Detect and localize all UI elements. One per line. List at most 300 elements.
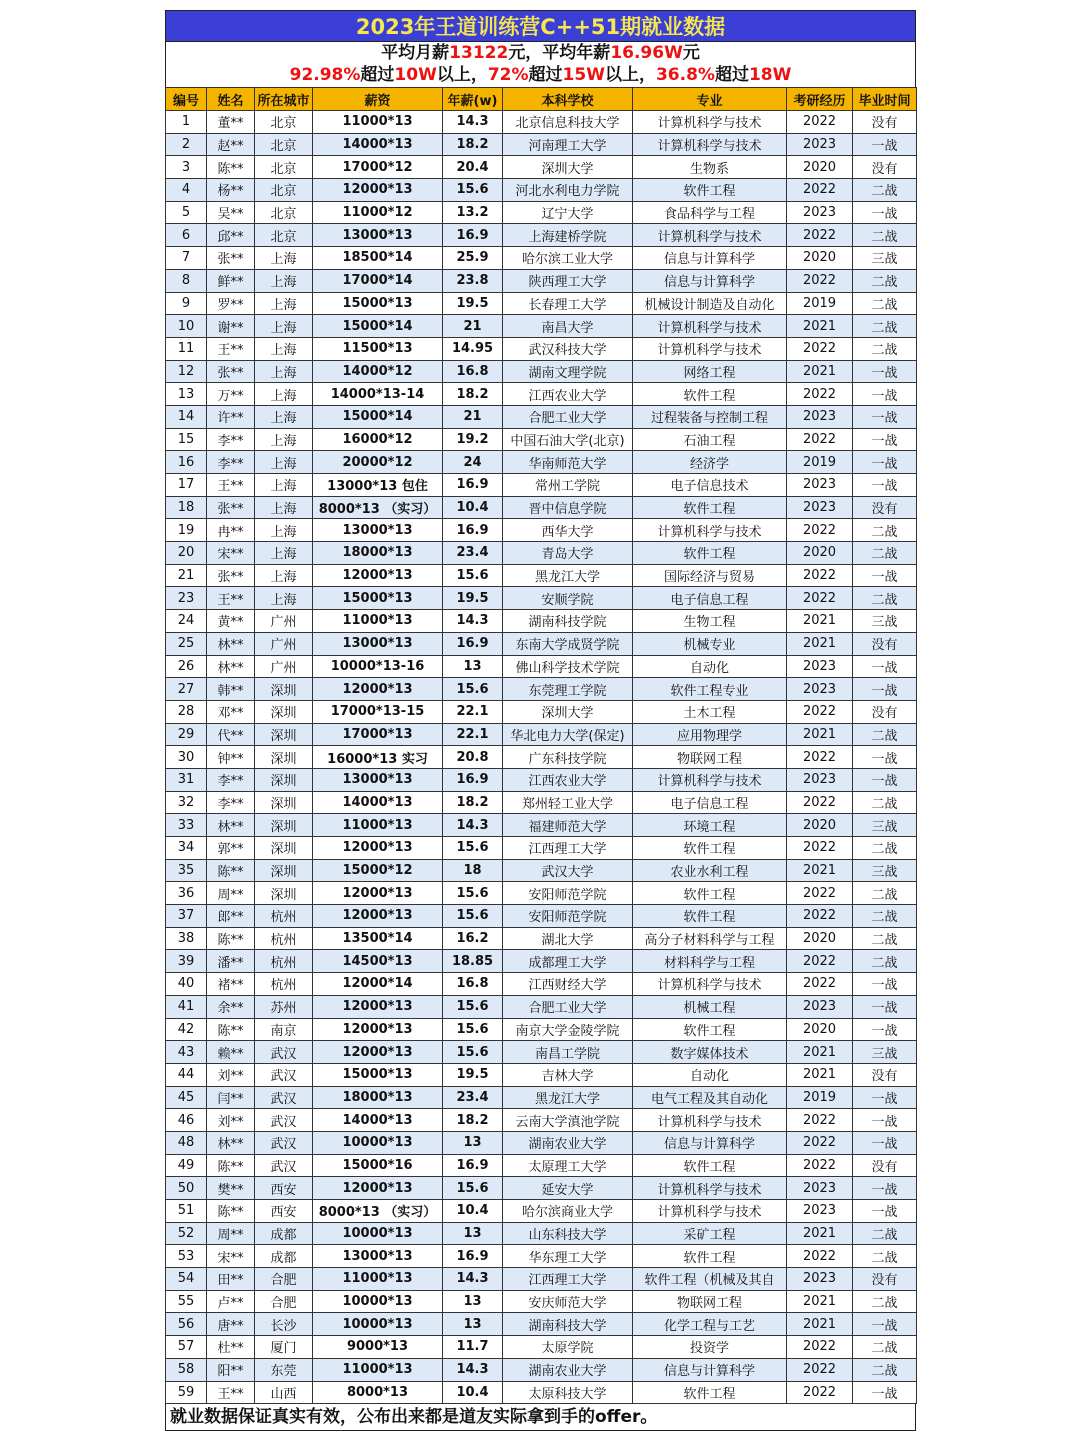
cell-school: 合肥工业大学	[503, 995, 633, 1018]
header-grad: 毕业时间	[853, 88, 917, 111]
cell-annual: 18.85	[443, 950, 503, 973]
cell-name: 杨**	[207, 179, 255, 202]
cell-exam: 2022	[787, 950, 853, 973]
cell-annual: 16.9	[443, 768, 503, 791]
cell-city: 山西	[255, 1381, 313, 1404]
cell-exam: 2022	[787, 224, 853, 247]
cell-salary: 15000*13	[313, 292, 443, 315]
cell-grad: 没有	[853, 156, 917, 179]
employment-table	[165, 87, 917, 1404]
cell-school: 常州工学院	[503, 474, 633, 497]
cell-salary: 14000*13	[313, 133, 443, 156]
cell-salary: 15000*14	[313, 315, 443, 338]
cell-city: 杭州	[255, 905, 313, 928]
cell-major: 计算机科学与技术	[633, 337, 787, 360]
cell-major: 机械工程	[633, 995, 787, 1018]
cell-salary: 10000*13	[313, 1222, 443, 1245]
threshold-18w: 18W	[748, 65, 792, 85]
cell-salary: 15000*14	[313, 405, 443, 428]
cell-grad: 一战	[853, 133, 917, 156]
cell-city: 上海	[255, 451, 313, 474]
table-row	[166, 1109, 917, 1132]
cell-exam: 2023	[787, 201, 853, 224]
cell-city: 苏州	[255, 995, 313, 1018]
cell-school: 江西理工大学	[503, 1268, 633, 1291]
cell-exam: 2020	[787, 542, 853, 565]
cell-salary: 11000*13	[313, 111, 443, 134]
table-row	[166, 655, 917, 678]
cell-grad: 二战	[853, 179, 917, 202]
cell-exam: 2022	[787, 746, 853, 769]
table-row	[166, 1336, 917, 1359]
cell-id: 55	[166, 1290, 207, 1313]
table-row	[166, 496, 917, 519]
cell-name: 余**	[207, 995, 255, 1018]
cell-salary: 10000*13	[313, 1313, 443, 1336]
cell-annual: 13.2	[443, 201, 503, 224]
cell-grad: 一战	[853, 474, 917, 497]
cell-grad: 三战	[853, 1041, 917, 1064]
cell-id: 24	[166, 610, 207, 633]
cell-school: 太原理工大学	[503, 1154, 633, 1177]
cell-city: 深圳	[255, 700, 313, 723]
cell-major: 计算机科学与技术	[633, 519, 787, 542]
cell-grad: 一战	[853, 383, 917, 406]
cell-school: 南昌大学	[503, 315, 633, 338]
cell-salary: 10000*13	[313, 1131, 443, 1154]
cell-city: 深圳	[255, 791, 313, 814]
cell-school: 晋中信息学院	[503, 496, 633, 519]
cell-id: 12	[166, 360, 207, 383]
cell-city: 上海	[255, 587, 313, 610]
cell-exam: 2021	[787, 1290, 853, 1313]
cell-annual: 10.4	[443, 1381, 503, 1404]
cell-grad: 二战	[853, 224, 917, 247]
cell-grad: 二战	[853, 542, 917, 565]
cell-city: 上海	[255, 564, 313, 587]
cell-name: 周**	[207, 882, 255, 905]
cell-grad: 一战	[853, 995, 917, 1018]
header-school: 本科学校	[503, 88, 633, 111]
cell-salary: 12000*13	[313, 882, 443, 905]
cell-grad: 一战	[853, 1313, 917, 1336]
cell-city: 武汉	[255, 1154, 313, 1177]
cell-school: 北京信息科技大学	[503, 111, 633, 134]
table-row	[166, 1018, 917, 1041]
table-row	[166, 905, 917, 928]
cell-major: 软件工程	[633, 1154, 787, 1177]
cell-school: 吉林大学	[503, 1063, 633, 1086]
cell-salary: 12000*14	[313, 973, 443, 996]
cell-school: 江西理工大学	[503, 837, 633, 860]
table-row	[166, 973, 917, 996]
cell-major: 计算机科学与技术	[633, 315, 787, 338]
cell-major: 软件工程（机械及其自	[633, 1268, 787, 1291]
cell-grad: 一战	[853, 1177, 917, 1200]
cell-id: 53	[166, 1245, 207, 1268]
cell-major: 农业水利工程	[633, 859, 787, 882]
cell-salary: 13000*13 包住	[313, 474, 443, 497]
cell-major: 电子信息工程	[633, 587, 787, 610]
cell-annual: 10.4	[443, 1200, 503, 1223]
cell-name: 樊**	[207, 1177, 255, 1200]
cell-city: 深圳	[255, 723, 313, 746]
cell-salary: 12000*13	[313, 905, 443, 928]
cell-salary: 14000*13	[313, 791, 443, 814]
cell-name: 罗**	[207, 292, 255, 315]
cell-name: 郭**	[207, 837, 255, 860]
cell-exam: 2019	[787, 451, 853, 474]
cell-grad: 二战	[853, 292, 917, 315]
table-row	[166, 587, 917, 610]
cell-annual: 22.1	[443, 700, 503, 723]
cell-annual: 16.9	[443, 1154, 503, 1177]
cell-city: 南京	[255, 1018, 313, 1041]
cell-major: 软件工程	[633, 837, 787, 860]
cell-exam: 2021	[787, 632, 853, 655]
cell-grad: 没有	[853, 1154, 917, 1177]
cell-major: 信息与计算科学	[633, 247, 787, 270]
cell-salary: 8000*13 （实习）	[313, 496, 443, 519]
cell-name: 王**	[207, 1381, 255, 1404]
cell-id: 8	[166, 269, 207, 292]
cell-school: 长春理工大学	[503, 292, 633, 315]
table-row	[166, 1200, 917, 1223]
cell-id: 39	[166, 950, 207, 973]
cell-name: 刘**	[207, 1063, 255, 1086]
cell-annual: 14.3	[443, 111, 503, 134]
avg-yearly-label: 元，平均年薪	[508, 43, 611, 63]
cell-id: 48	[166, 1131, 207, 1154]
table-row	[166, 179, 917, 202]
table-row	[166, 564, 917, 587]
cell-exam: 2022	[787, 791, 853, 814]
cell-exam: 2019	[787, 1086, 853, 1109]
cell-city: 深圳	[255, 678, 313, 701]
cell-city: 上海	[255, 474, 313, 497]
cell-salary: 10000*13-16	[313, 655, 443, 678]
table-row	[166, 632, 917, 655]
cell-grad: 一战	[853, 655, 917, 678]
cell-id: 29	[166, 723, 207, 746]
percentage-summary	[165, 64, 916, 87]
cell-id: 35	[166, 859, 207, 882]
cell-grad: 没有	[853, 1268, 917, 1291]
cell-salary: 12000*13	[313, 179, 443, 202]
cell-major: 电子信息技术	[633, 474, 787, 497]
cell-school: 太原科技大学	[503, 1381, 633, 1404]
avg-yearly-value: 16.96W	[610, 43, 683, 63]
cell-grad: 一战	[853, 746, 917, 769]
cell-major: 软件工程	[633, 542, 787, 565]
cell-annual: 13	[443, 1222, 503, 1245]
cell-name: 鲜**	[207, 269, 255, 292]
cell-name: 张**	[207, 360, 255, 383]
cell-salary: 11000*13	[313, 1358, 443, 1381]
cell-city: 广州	[255, 632, 313, 655]
cell-salary: 12000*13	[313, 837, 443, 860]
cell-salary: 17000*12	[313, 156, 443, 179]
cell-id: 31	[166, 768, 207, 791]
cell-school: 安阳师范学院	[503, 882, 633, 905]
cell-annual: 21	[443, 405, 503, 428]
table-row	[166, 247, 917, 270]
cell-grad: 二战	[853, 1358, 917, 1381]
text-above: 以上，	[604, 65, 656, 85]
cell-salary: 16000*13 实习	[313, 746, 443, 769]
cell-id: 33	[166, 814, 207, 837]
cell-id: 51	[166, 1200, 207, 1223]
cell-city: 深圳	[255, 859, 313, 882]
cell-city: 上海	[255, 292, 313, 315]
cell-grad: 二战	[853, 837, 917, 860]
cell-annual: 15.6	[443, 995, 503, 1018]
cell-grad: 三战	[853, 247, 917, 270]
cell-grad: 二战	[853, 1222, 917, 1245]
cell-id: 7	[166, 247, 207, 270]
cell-annual: 24	[443, 451, 503, 474]
cell-exam: 2019	[787, 292, 853, 315]
cell-city: 成都	[255, 1222, 313, 1245]
cell-city: 北京	[255, 201, 313, 224]
cell-city: 上海	[255, 383, 313, 406]
table-row	[166, 451, 917, 474]
cell-id: 46	[166, 1109, 207, 1132]
cell-exam: 2020	[787, 927, 853, 950]
cell-school: 安顺学院	[503, 587, 633, 610]
cell-salary: 15000*12	[313, 859, 443, 882]
cell-name: 代**	[207, 723, 255, 746]
cell-major: 自动化	[633, 1063, 787, 1086]
cell-salary: 17000*13	[313, 723, 443, 746]
cell-major: 过程装备与控制工程	[633, 405, 787, 428]
cell-name: 闫**	[207, 1086, 255, 1109]
cell-salary: 12000*13	[313, 564, 443, 587]
cell-major: 软件工程	[633, 1018, 787, 1041]
text-above: 以上，	[436, 65, 488, 85]
cell-exam: 2022	[787, 1358, 853, 1381]
cell-id: 3	[166, 156, 207, 179]
cell-id: 38	[166, 927, 207, 950]
cell-city: 西安	[255, 1200, 313, 1223]
cell-city: 上海	[255, 519, 313, 542]
cell-name: 杜**	[207, 1336, 255, 1359]
cell-exam: 2022	[787, 1131, 853, 1154]
cell-major: 软件工程	[633, 383, 787, 406]
cell-annual: 15.6	[443, 678, 503, 701]
cell-city: 深圳	[255, 746, 313, 769]
cell-annual: 10.4	[443, 496, 503, 519]
cell-exam: 2022	[787, 1109, 853, 1132]
cell-annual: 23.4	[443, 542, 503, 565]
cell-annual: 14.3	[443, 1268, 503, 1291]
cell-name: 赵**	[207, 133, 255, 156]
cell-annual: 11.7	[443, 1336, 503, 1359]
cell-city: 上海	[255, 269, 313, 292]
cell-major: 自动化	[633, 655, 787, 678]
cell-annual: 18.2	[443, 133, 503, 156]
cell-major: 网络工程	[633, 360, 787, 383]
cell-salary: 8000*13	[313, 1381, 443, 1404]
cell-school: 太原学院	[503, 1336, 633, 1359]
cell-city: 武汉	[255, 1131, 313, 1154]
cell-exam: 2023	[787, 655, 853, 678]
cell-exam: 2021	[787, 315, 853, 338]
cell-salary: 9000*13	[313, 1336, 443, 1359]
cell-school: 山东科技大学	[503, 1222, 633, 1245]
cell-name: 唐**	[207, 1313, 255, 1336]
cell-id: 44	[166, 1063, 207, 1086]
cell-grad: 一战	[853, 451, 917, 474]
cell-exam: 2023	[787, 405, 853, 428]
cell-school: 上海建桥学院	[503, 224, 633, 247]
cell-school: 南京大学金陵学院	[503, 1018, 633, 1041]
cell-exam: 2023	[787, 1177, 853, 1200]
table-row	[166, 133, 917, 156]
table-row	[166, 383, 917, 406]
cell-annual: 16.8	[443, 360, 503, 383]
cell-salary: 10000*13	[313, 1290, 443, 1313]
cell-exam: 2022	[787, 587, 853, 610]
cell-grad: 一战	[853, 1086, 917, 1109]
cell-salary: 12000*13	[313, 1018, 443, 1041]
table-row	[166, 1245, 917, 1268]
cell-exam: 2022	[787, 179, 853, 202]
cell-salary: 14000*12	[313, 360, 443, 383]
cell-grad: 一战	[853, 1381, 917, 1404]
text-over: 超过	[360, 65, 395, 85]
cell-school: 云南大学滇池学院	[503, 1109, 633, 1132]
cell-city: 杭州	[255, 950, 313, 973]
cell-annual: 16.2	[443, 927, 503, 950]
cell-salary: 11000*12	[313, 201, 443, 224]
cell-city: 深圳	[255, 882, 313, 905]
cell-grad: 一战	[853, 360, 917, 383]
cell-name: 宋**	[207, 1245, 255, 1268]
cell-exam: 2022	[787, 1381, 853, 1404]
cell-major: 计算机科学与技术	[633, 1200, 787, 1223]
cell-major: 软件工程专业	[633, 678, 787, 701]
cell-name: 王**	[207, 587, 255, 610]
cell-major: 环境工程	[633, 814, 787, 837]
cell-exam: 2021	[787, 1222, 853, 1245]
cell-exam: 2023	[787, 995, 853, 1018]
text-over: 超过	[714, 65, 749, 85]
cell-salary: 16000*12	[313, 428, 443, 451]
cell-name: 许**	[207, 405, 255, 428]
cell-id: 45	[166, 1086, 207, 1109]
cell-name: 邓**	[207, 700, 255, 723]
cell-grad: 一战	[853, 768, 917, 791]
table-row	[166, 1381, 917, 1404]
cell-id: 27	[166, 678, 207, 701]
table-row	[166, 1086, 917, 1109]
cell-city: 上海	[255, 360, 313, 383]
cell-grad: 三战	[853, 859, 917, 882]
table-row	[166, 156, 917, 179]
cell-id: 19	[166, 519, 207, 542]
cell-id: 43	[166, 1041, 207, 1064]
cell-grad: 一战	[853, 564, 917, 587]
cell-id: 32	[166, 791, 207, 814]
cell-city: 深圳	[255, 768, 313, 791]
cell-id: 26	[166, 655, 207, 678]
cell-major: 计算机科学与技术	[633, 1177, 787, 1200]
table-row	[166, 1358, 917, 1381]
cell-exam: 2022	[787, 700, 853, 723]
table-row	[166, 519, 917, 542]
cell-grad: 没有	[853, 632, 917, 655]
cell-salary: 20000*12	[313, 451, 443, 474]
cell-name: 王**	[207, 474, 255, 497]
cell-school: 安庆师范大学	[503, 1290, 633, 1313]
cell-name: 褚**	[207, 973, 255, 996]
cell-major: 计算机科学与技术	[633, 133, 787, 156]
cell-annual: 18	[443, 859, 503, 882]
cell-id: 15	[166, 428, 207, 451]
cell-grad: 三战	[853, 814, 917, 837]
cell-school: 哈尔滨工业大学	[503, 247, 633, 270]
cell-id: 11	[166, 337, 207, 360]
cell-id: 2	[166, 133, 207, 156]
cell-grad: 二战	[853, 519, 917, 542]
cell-exam: 2021	[787, 859, 853, 882]
cell-name: 李**	[207, 451, 255, 474]
header-major: 专业	[633, 88, 787, 111]
cell-grad: 没有	[853, 111, 917, 134]
cell-name: 阳**	[207, 1358, 255, 1381]
table-row	[166, 269, 917, 292]
cell-annual: 16.9	[443, 632, 503, 655]
cell-major: 软件工程	[633, 1381, 787, 1404]
cell-salary: 11000*13	[313, 610, 443, 633]
cell-major: 机械设计制造及自动化	[633, 292, 787, 315]
cell-school: 湖南科技大学	[503, 1313, 633, 1336]
cell-annual: 18.2	[443, 383, 503, 406]
table-row	[166, 768, 917, 791]
cell-annual: 16.9	[443, 474, 503, 497]
header-exam: 考研经历	[787, 88, 853, 111]
cell-annual: 14.3	[443, 814, 503, 837]
cell-annual: 19.2	[443, 428, 503, 451]
cell-salary: 8000*13 （实习）	[313, 1200, 443, 1223]
cell-name: 卢**	[207, 1290, 255, 1313]
header-salary: 薪资	[313, 88, 443, 111]
cell-city: 武汉	[255, 1041, 313, 1064]
cell-grad: 二战	[853, 1245, 917, 1268]
cell-major: 生物工程	[633, 610, 787, 633]
cell-major: 软件工程	[633, 496, 787, 519]
table-row	[166, 111, 917, 134]
table-row	[166, 1063, 917, 1086]
cell-major: 电气工程及其自动化	[633, 1086, 787, 1109]
cell-major: 软件工程	[633, 1245, 787, 1268]
cell-exam: 2022	[787, 337, 853, 360]
cell-city: 北京	[255, 224, 313, 247]
cell-city: 上海	[255, 405, 313, 428]
table-row	[166, 1222, 917, 1245]
cell-school: 湖南文理学院	[503, 360, 633, 383]
cell-annual: 20.4	[443, 156, 503, 179]
cell-school: 湖南农业大学	[503, 1131, 633, 1154]
cell-city: 西安	[255, 1177, 313, 1200]
cell-major: 经济学	[633, 451, 787, 474]
cell-salary: 13000*13	[313, 632, 443, 655]
header-annual: 年薪(w)	[443, 88, 503, 111]
cell-exam: 2022	[787, 269, 853, 292]
table-header-row	[166, 88, 917, 111]
cell-school: 佛山科学技术学院	[503, 655, 633, 678]
